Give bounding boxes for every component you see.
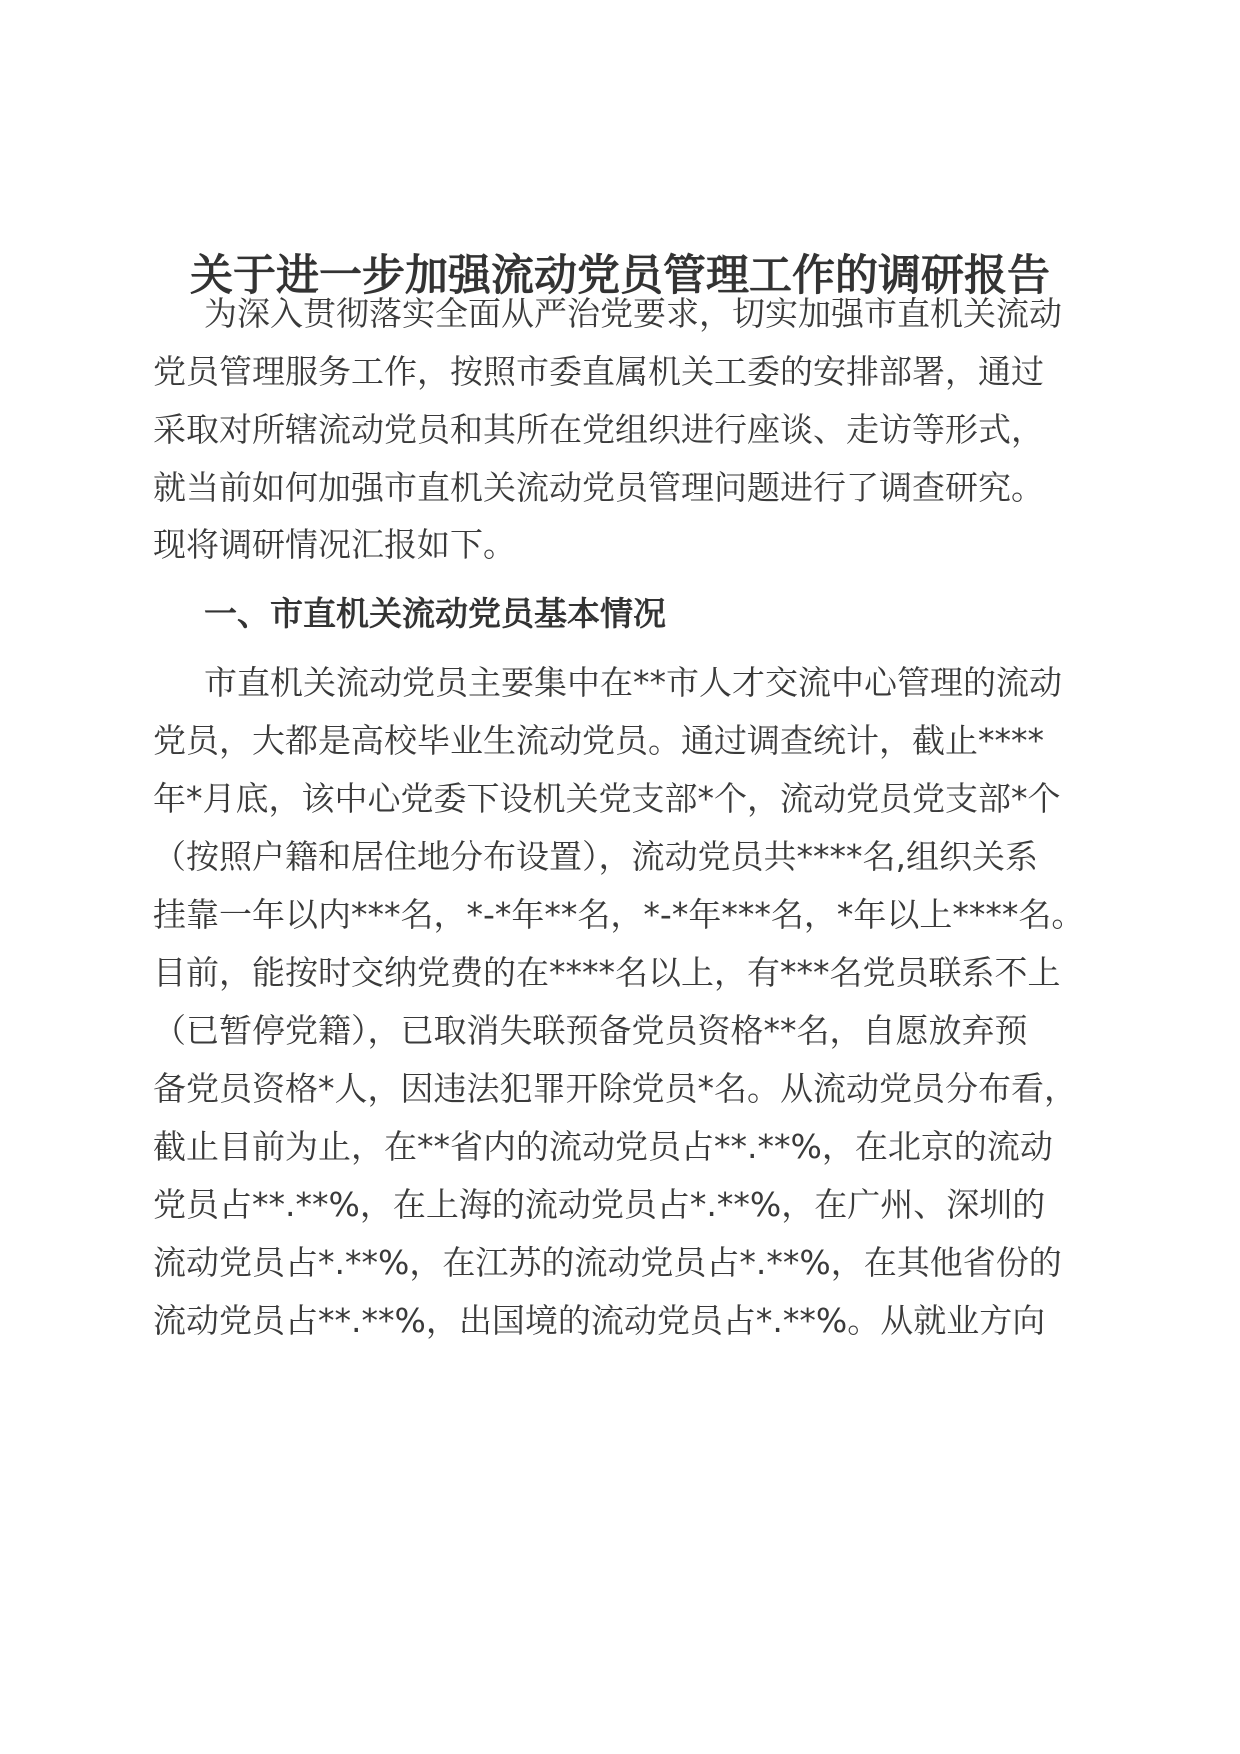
intro-line: 为深入贯彻落实全面从严治党要求，切实加强市直机关流动 <box>204 294 1062 333</box>
body-line: （已暂停党籍），已取消失联预备党员资格**名，自愿放弃预 <box>153 1011 1028 1050</box>
body-line: 目前，能按时交纳党费的在****名以上，有***名党员联系不上 <box>153 953 1061 992</box>
body-line: 截止目前为止，在**省内的流动党员占**.**%，在北京的流动 <box>153 1127 1053 1166</box>
intro-line: 采取对所辖流动党员和其所在党组织进行座谈、走访等形式， <box>153 410 1044 449</box>
body-line: 流动党员占*.**%，在江苏的流动党员占*.**%，在其他省份的 <box>153 1243 1062 1282</box>
intro-line: 就当前如何加强市直机关流动党员管理问题进行了调查研究。 <box>153 468 1044 507</box>
body-line: 挂靠一年以内***名，*-*年**名，*-*年***名，*年以上****名。 <box>153 895 1085 934</box>
section-heading: 一、市直机关流动党员基本情况 <box>204 594 666 633</box>
body-line: 市直机关流动党员主要集中在**市人才交流中心管理的流动 <box>204 663 1062 702</box>
document-title: 关于进一步加强流动党员管理工作的调研报告 <box>190 251 1050 301</box>
body-line: 党员占**.**%，在上海的流动党员占*.**%，在广州、深圳的 <box>153 1185 1046 1224</box>
body-line: 年*月底，该中心党委下设机关党支部*个，流动党员党支部*个 <box>153 779 1061 818</box>
body-line: 流动党员占**.**%，出国境的流动党员占*.**%。从就业方向 <box>153 1301 1046 1340</box>
intro-line: 现将调研情况汇报如下。 <box>153 525 516 564</box>
body-line: 备党员资格*人，因违法犯罪开除党员*名。从流动党员分布看， <box>153 1069 1077 1108</box>
intro-line: 党员管理服务工作，按照市委直属机关工委的安排部署，通过 <box>153 352 1044 391</box>
body-line: 党员，大都是高校毕业生流动党员。通过调查统计，截止**** <box>153 721 1044 760</box>
body-line: （按照户籍和居住地分布设置），流动党员共****名,组织关系 <box>153 837 1038 876</box>
